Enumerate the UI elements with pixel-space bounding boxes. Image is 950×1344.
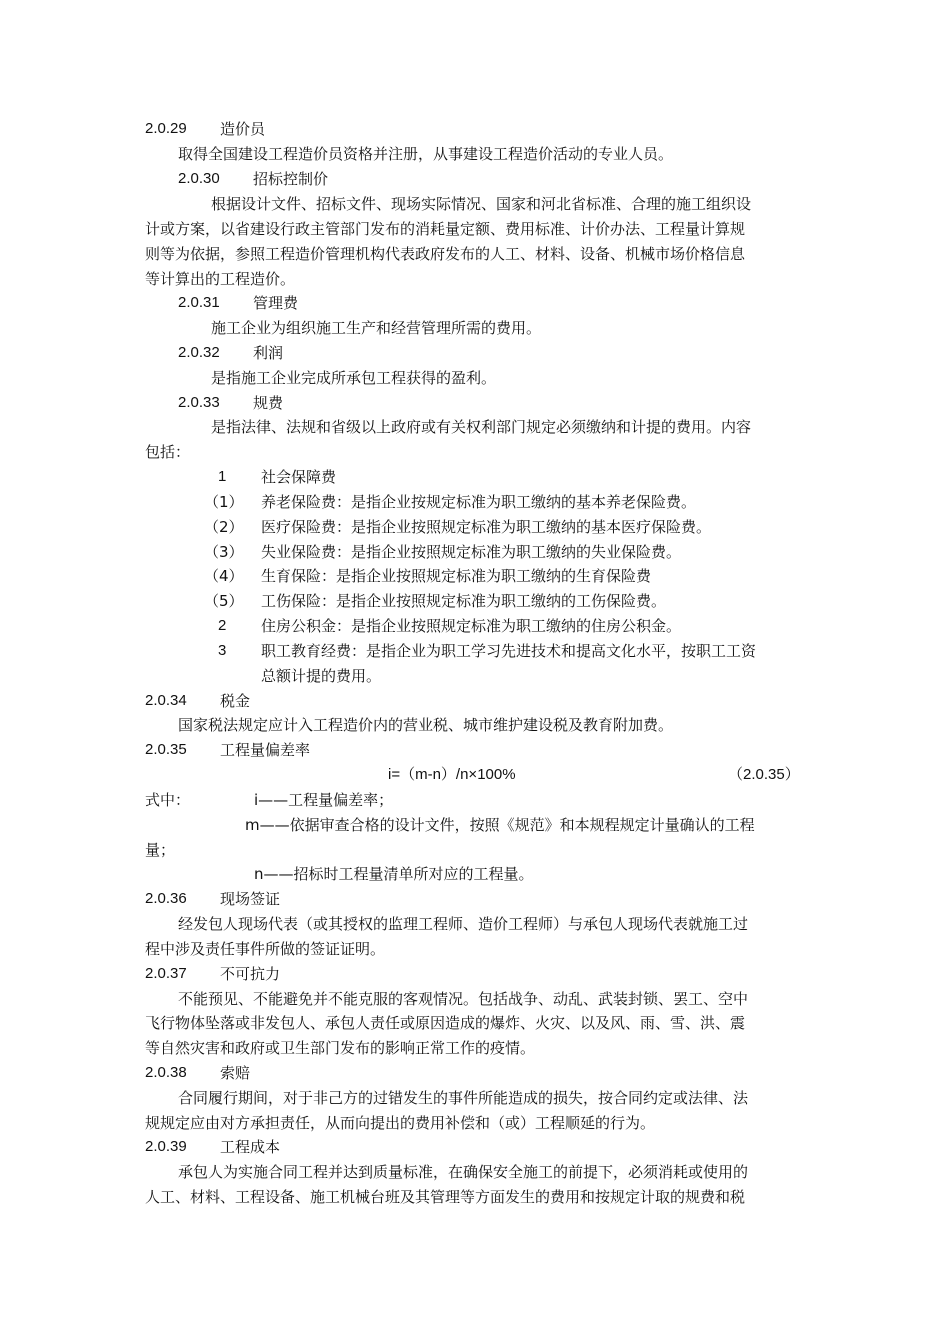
list-marker: （1） — [204, 493, 244, 511]
section-number: 2.0.29 — [145, 120, 187, 137]
section-title: 规费 — [253, 394, 284, 412]
list-marker: （3） — [204, 543, 244, 561]
section-title: 造价员 — [220, 120, 266, 138]
section-number: 2.0.31 — [178, 294, 220, 311]
section-number: 2.0.37 — [145, 965, 187, 982]
section-title: 工程量偏差率 — [220, 741, 311, 759]
section-title: 管理费 — [253, 294, 299, 312]
section-title: 利润 — [253, 344, 284, 362]
section-number: 2.0.33 — [178, 394, 220, 411]
list-marker: （2） — [204, 518, 244, 536]
section-title: 工程成本 — [220, 1138, 281, 1156]
section-title: 现场签证 — [220, 890, 281, 908]
document-page: 2.0.29 造价员 取得全国建设工程造价员资格并注册，从事建设工程造价活动的专业人员。 2.0.30 招标控制价 根据设计文件、招标文件、现场实际情况、国家和河北省标准、合理的施工组织设 计或方案，以省建设行政主管部门发布的消耗量定额、费用标准、计价办法、工程量计算规 则等为依据，参照工程造价管理机构代表政府发布的人工、材料、设备、机械市场价格信息 等计算出的工程造价。 2.0.31 管理费 施工企业为组织施工生产和经营管理所需的费用。 2.0.32 利润 是指施工企业完成所承包工程获得的盈利。 2.0.33 规费 是指法律、法规和省级以上政府或有关权利部门规定必须缴纳和计提的费用。内容 包括： 1 社会保障费 （1） 养老保险费：是指企业按规定标准为职工缴纳的基本养老保险费。 （2） 医疗保险费：是指企业按照规定标准为职工缴纳的基本医疗保险费。 （3） 失业保险费：是指企业按照规定标准为职工缴纳的失业保险费。 （4） 生育保险：是指企业按照规定标准为职工缴纳的生育保险费 （5） 工伤保险：是指企业按照规定标准为职工缴纳的工伤保险费。 2 住房公积金：是指企业按照规定标准为职工缴纳的住房公积金。 3 职工教育经费：是指企业为职工学习先进技术和提高文化水平，按职工工资 总额计提的费用。 2.0.34 税金 国家税法规定应计入工程造价内的营业税、城市维护建设税及教育附加费。 2.0.35 工程量偏差率 i=（m-n）/n×100% （2.0.35） 式中： i——工程量偏差率； m——依据审查合格的设计文件，按照《规范》和本规程规定计量确认的工程 量； n——招标时工程量清单所对应的工程量。 2.0.36 现场签证 经发包人现场代表（或其授权的监理工程师、造价工程师）与承包人现场代表就施工过 程中涉及责任事件所做的签证证明。 2.0.37 不可抗力 不能预见、不能避免并不能克服的客观情况。包括战争、动乱、武装封锁、罢工、空中 飞行物体坠落或非发包人、承包人责任或原因造成的爆炸、火灾、以及风、雨、雪、洪、震 等自然灾害和政府或卫生部门发布的影响正常工作的疫情。 2.0.38 索赔 合同履行期间，对于非己方的过错发生的事件所能造成的损失，按合同约定或法律、法 规规定应由对方承担责任，从而向提出的费用补偿和（或）工程顺延的行为。 2.0.39 工程成本 承包人为实施合同工程并达到质量标准，在确保安全施工的前提下，必须消耗或使用的 人工、材料、工程设备、施工机械台班及其管理等方面发生的费用和按规定计取的规费和税 — [0, 0, 950, 1344]
section-title: 索赔 — [220, 1064, 251, 1082]
list-marker: 3 — [218, 642, 227, 659]
section-number: 2.0.35 — [145, 741, 187, 758]
section-title: 税金 — [220, 692, 251, 710]
list-marker: （5） — [204, 592, 244, 610]
formula: i=（m-n）/n×100% — [388, 766, 516, 783]
where-label: 式中： — [145, 791, 191, 809]
list-marker: 2 — [218, 617, 227, 634]
list-marker: 1 — [218, 468, 227, 485]
section-number: 2.0.38 — [145, 1064, 187, 1081]
section-number: 2.0.32 — [178, 344, 220, 361]
list-marker: （4） — [204, 567, 244, 585]
section-title: 不可抗力 — [220, 965, 281, 983]
section-number: 2.0.30 — [178, 170, 220, 187]
section-title: 招标控制价 — [253, 170, 329, 188]
section-number: 2.0.36 — [145, 890, 187, 907]
formula-number: （2.0.35） — [728, 766, 800, 783]
section-number: 2.0.39 — [145, 1138, 187, 1155]
section-number: 2.0.34 — [145, 692, 187, 709]
